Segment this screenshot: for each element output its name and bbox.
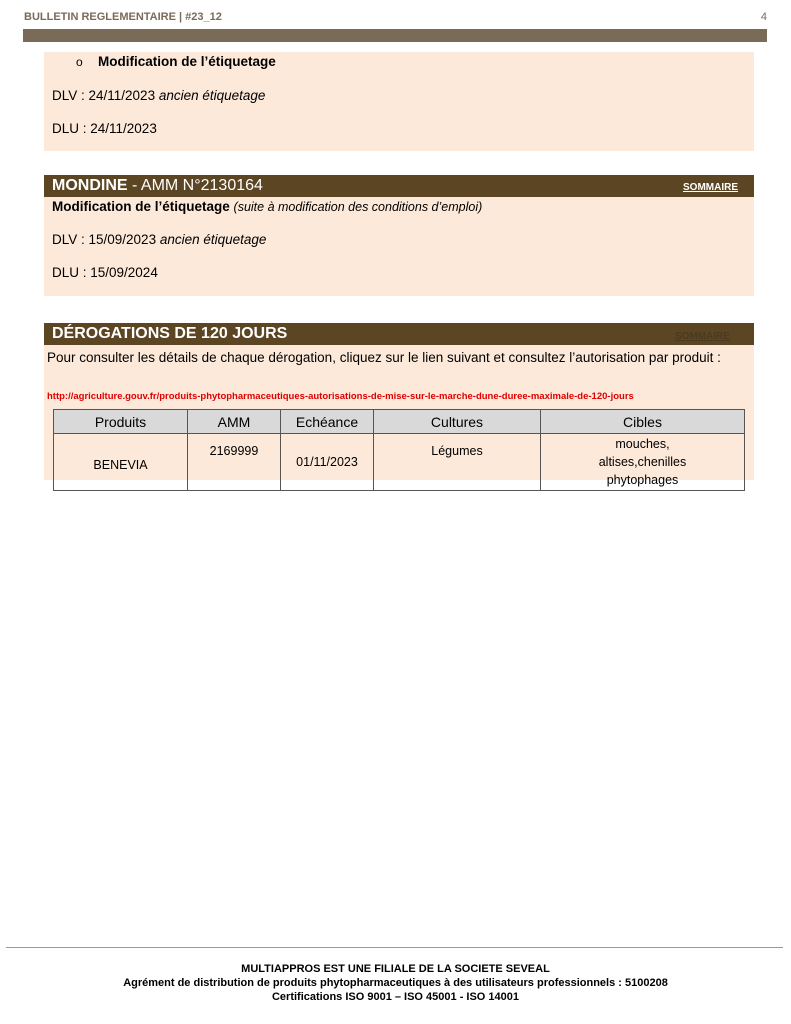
sommaire-link[interactable]: SOMMAIRE	[675, 331, 730, 342]
dlv-line	[52, 88, 265, 103]
footer-line-3: Certifications ISO 9001 – ISO 45001 - ISO 14001	[271, 991, 520, 1003]
mondine-title	[44, 177, 263, 194]
intro-text: Pour consulter les détails de chaque dérogation, cliquez sur le lien suivant et consultez l’autorisation par produit :	[47, 350, 721, 365]
col-header: Produits	[54, 410, 188, 434]
mondine-heading	[52, 199, 482, 214]
derogations-block	[44, 345, 754, 487]
bulletin-title: BULLETIN REGLEMENTAIRE | #23_12	[24, 11, 222, 23]
cell-cultures: Légumes	[374, 434, 541, 491]
dlv-date: DLV : 24/11/2023	[52, 88, 156, 103]
footer-divider	[6, 947, 783, 948]
heading-text: Modification de l’étiquetage	[52, 199, 230, 214]
col-header: AMM	[188, 410, 281, 434]
dlu-line: DLU : 15/09/2024	[52, 265, 158, 280]
bullet: o	[76, 55, 83, 69]
dlv-date: DLV : 15/09/2023	[52, 232, 157, 247]
sommaire-link[interactable]: SOMMAIRE	[683, 182, 738, 193]
mondine-block	[44, 197, 754, 296]
cell-amm: 2169999	[188, 434, 281, 491]
table-row	[54, 434, 745, 491]
derogations-header	[44, 323, 754, 345]
dlv-note: ancien étiquetage	[159, 232, 267, 247]
footer-line-2: Agrément de distribution de produits phytopharmaceutiques à des utilisateurs professionnels : 5100208	[123, 977, 668, 989]
header-bar	[23, 29, 767, 42]
label-change-block	[44, 52, 754, 151]
block-heading: Modification de l’étiquetage	[98, 54, 276, 69]
dlv-note: ancien étiquetage	[158, 88, 266, 103]
table-header-row	[54, 410, 745, 434]
col-header: Echéance	[281, 410, 374, 434]
derogations-table	[53, 409, 745, 491]
dlv-line	[52, 232, 266, 247]
heading-note: (suite à modification des conditions d’emploi)	[233, 200, 483, 214]
cell-product: BENEVIA	[54, 434, 188, 491]
dlu-line: DLU : 24/11/2023	[52, 121, 157, 136]
derogation-link[interactable]: http://agriculture.gouv.fr/produits-phytopharmaceutiques-autorisations-de-mise-sur-le-marche-dune-duree-maximale-de-120-jours	[47, 391, 634, 402]
col-header: Cultures	[374, 410, 541, 434]
cell-echeance: 01/11/2023	[281, 434, 374, 491]
col-header: Cibles	[541, 410, 745, 434]
mondine-header	[44, 175, 754, 197]
cell-cibles: mouches, altises,chenilles phytophages	[541, 434, 745, 491]
section-title: DÉROGATIONS DE 120 JOURS	[52, 325, 288, 342]
product-name: MONDINE	[52, 177, 128, 194]
amm-number: - AMM N°2130164	[127, 177, 263, 194]
footer-line-1: MULTIAPPROS EST UNE FILIALE DE LA SOCIETE SEVEAL	[241, 963, 550, 975]
page-number: 4	[760, 11, 767, 23]
